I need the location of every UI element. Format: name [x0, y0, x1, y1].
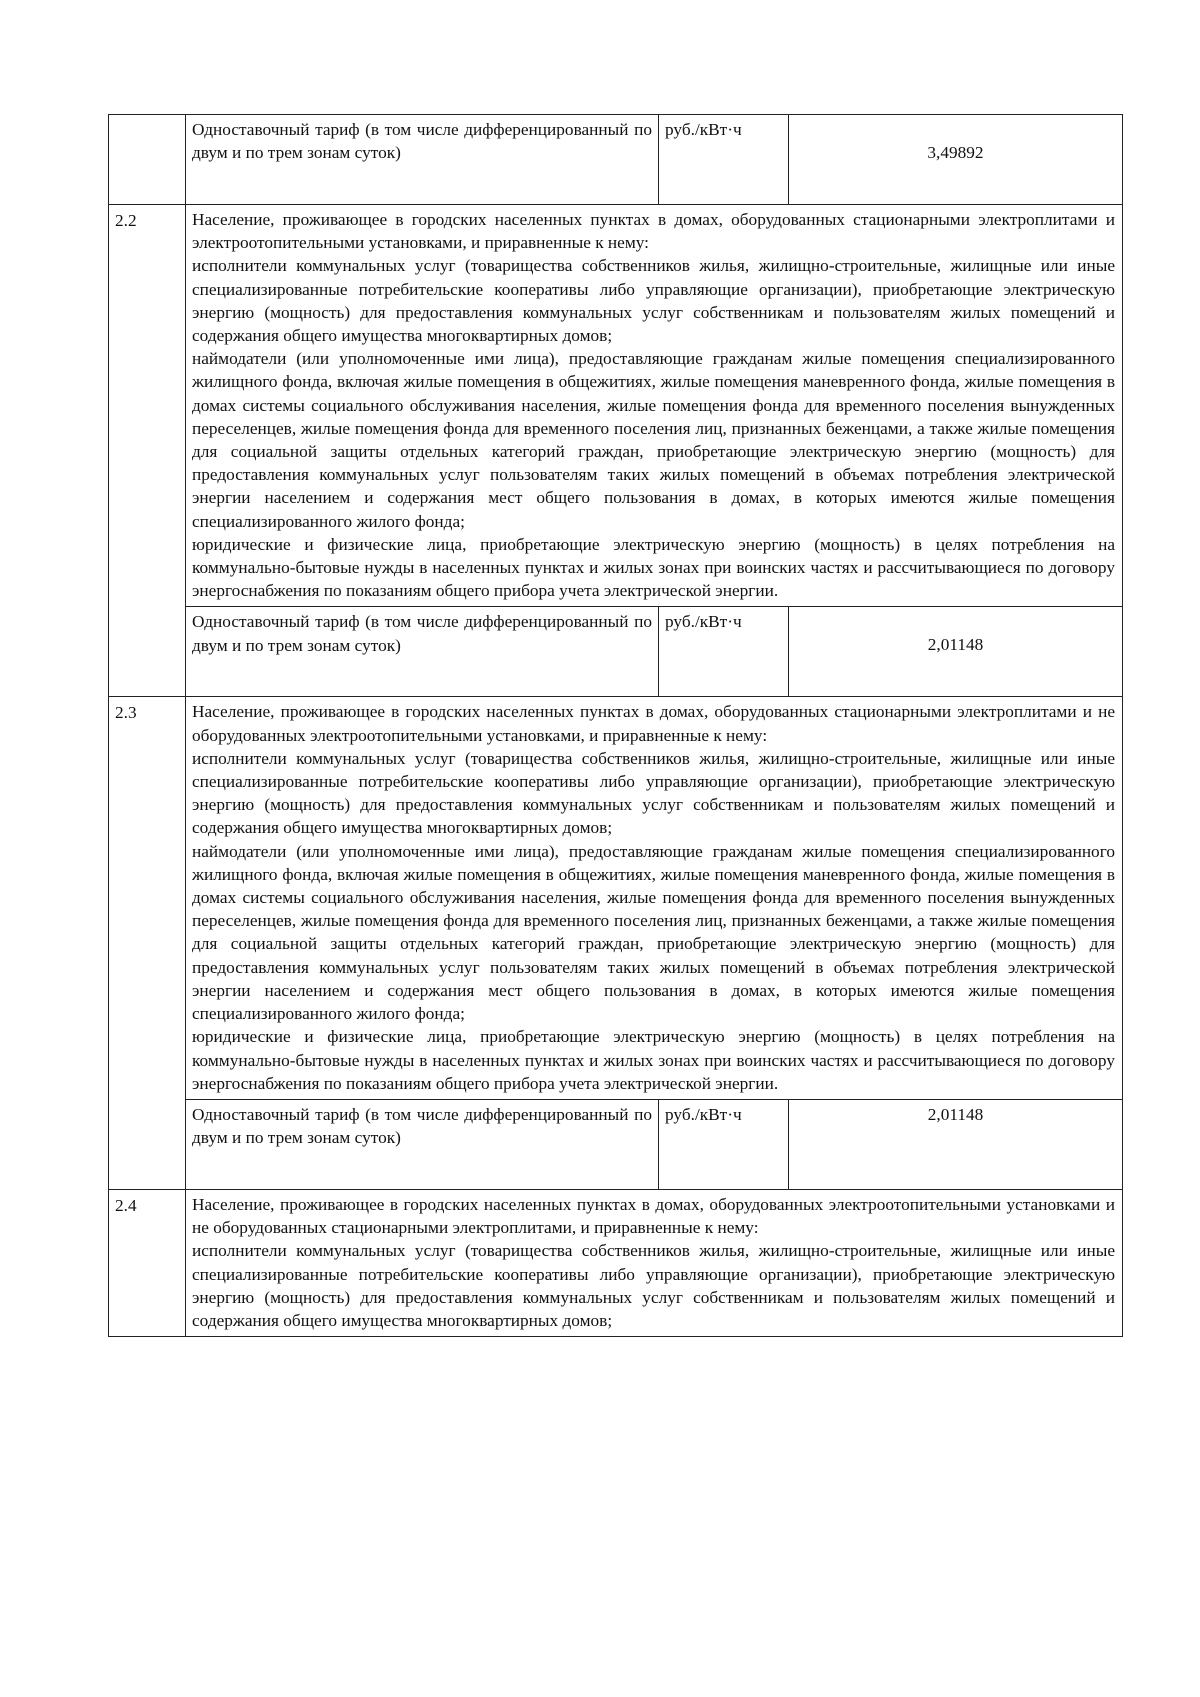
category-paragraph: исполнители коммунальных услуг (товарищества собственников жилья, жилищно-строительные, жилищные или иные специализированные потребительские кооперативы либо управляющие организации), приобретающие электрическую энергию (мощность) для предоставления коммунальных услуг собственникам и пользователям жилых помещений и содержания общего имущества многоквартирных домов;: [192, 1241, 1115, 1330]
tariff-description: Одноставочный тариф (в том числе дифференцированный по двум и по трем зонам суток): [186, 1099, 659, 1189]
category-paragraph: юридические и физические лица, приобретающие электрическую энергию (мощность) в целях потребления на коммунально-бытовые нужды в населенных пунктах и жилых зонах при воинских частях и рассчитывающиеся по договору энергоснабжения по показаниям общего прибора учета электрической энергии.: [192, 1027, 1115, 1093]
category-description: [186, 697, 1123, 1099]
category-paragraph: Население, проживающее в городских населенных пунктах в домах, оборудованных электроотопительными установками и не оборудованных стационарными электроплитами, и приравненные к нему:: [192, 1194, 1115, 1238]
category-description: [186, 1189, 1123, 1336]
category-row: [109, 1189, 1123, 1336]
category-paragraph: Население, проживающее в городских населенных пунктах в домах, оборудованных стационарными электроплитами и электроотопительными установками, и приравненные к нему:: [192, 210, 1115, 253]
tariff-value: 3,49892: [789, 115, 1123, 205]
tariff-value: 2,01148: [789, 607, 1123, 697]
tariff-unit: руб./кВт·ч: [659, 607, 789, 697]
tariff-row: [109, 115, 1123, 205]
category-paragraph: наймодатели (или уполномоченные ими лица), предоставляющие гражданам жилые помещения специализированного жилищного фонда, включая жилые помещения в общежитиях, жилые помещения маневренного фонда, жилые помещения в домах системы социального обслуживания населения, жилые помещения фонда для временного поселения вынужденных переселенцев, жилые помещения фонда для временного поселения лиц, признанных беженцами, а также жилые помещения для социальной защиты отдельных категорий граждан, приобретающие электрическую энергию (мощность) для предоставления коммунальных услуг пользователям таких жилых помещений в объемах потребления электрической энергии населением и содержания мест общего пользования в домах, в которых имеются жилые помещения специализированного жилого фонда;: [192, 349, 1115, 531]
tariff-unit: руб./кВт·ч: [659, 1099, 789, 1189]
tariff-description: Одноставочный тариф (в том числе дифференцированный по двум и по трем зонам суток): [186, 115, 659, 205]
tariff-value: 2,01148: [789, 1099, 1123, 1189]
category-paragraph: юридические и физические лица, приобретающие электрическую энергию (мощность) в целях потребления на коммунально-бытовые нужды в населенных пунктах и жилых зонах при воинских частях и рассчитывающиеся по договору энергоснабжения по показаниям общего прибора учета электрической энергии.: [192, 534, 1115, 601]
row-number-cell: [109, 115, 186, 205]
tariff-unit: руб./кВт·ч: [659, 115, 789, 205]
tariff-row: [109, 1099, 1123, 1189]
category-paragraph: исполнители коммунальных услуг (товарищества собственников жилья, жилищно-строительные, жилищные или иные специализированные потребительские кооперативы либо управляющие организации), приобретающие электрическую энергию (мощность) для предоставления коммунальных услуг собственникам и пользователям жилых помещений и содержания общего имущества многоквартирных домов;: [192, 748, 1115, 838]
category-description: [186, 205, 1123, 607]
category-row: [109, 205, 1123, 607]
category-paragraph: наймодатели (или уполномоченные ими лица), предоставляющие гражданам жилые помещения специализированного жилищного фонда, включая жилые помещения в общежитиях, жилые помещения маневренного фонда, жилые помещения в домах системы социального обслуживания населения, жилые помещения фонда для временного поселения вынужденных переселенцев, жилые помещения фонда для временного поселения лиц, признанных беженцами, а также жилые помещения для социальной защиты отдельных категорий граждан, приобретающие электрическую энергию (мощность) для предоставления коммунальных услуг пользователям таких жилых помещений в объемах потребления электрической энергии населением и содержания мест общего пользования в домах, в которых имеются жилые помещения специализированного жилого фонда;: [192, 841, 1115, 1024]
tariff-table: [108, 114, 1123, 1337]
category-paragraph: исполнители коммунальных услуг (товарищества собственников жилья, жилищно-строительные, жилищные или иные специализированные потребительские кооперативы либо управляющие организации), приобретающие электрическую энергию (мощность) для предоставления коммунальных услуг собственникам и пользователям жилых помещений и содержания общего имущества многоквартирных домов;: [192, 256, 1115, 346]
tariff-row: [109, 607, 1123, 697]
category-paragraph: Население, проживающее в городских населенных пунктах в домах, оборудованных стационарными электроплитами и не оборудованных электроотопительными установками, и приравненные к нему:: [192, 702, 1115, 745]
row-number: 2.3: [109, 697, 186, 1189]
category-row: [109, 697, 1123, 1099]
row-number: 2.4: [109, 1189, 186, 1336]
row-number: 2.2: [109, 205, 186, 697]
tariff-description: Одноставочный тариф (в том числе дифференцированный по двум и по трем зонам суток): [186, 607, 659, 697]
